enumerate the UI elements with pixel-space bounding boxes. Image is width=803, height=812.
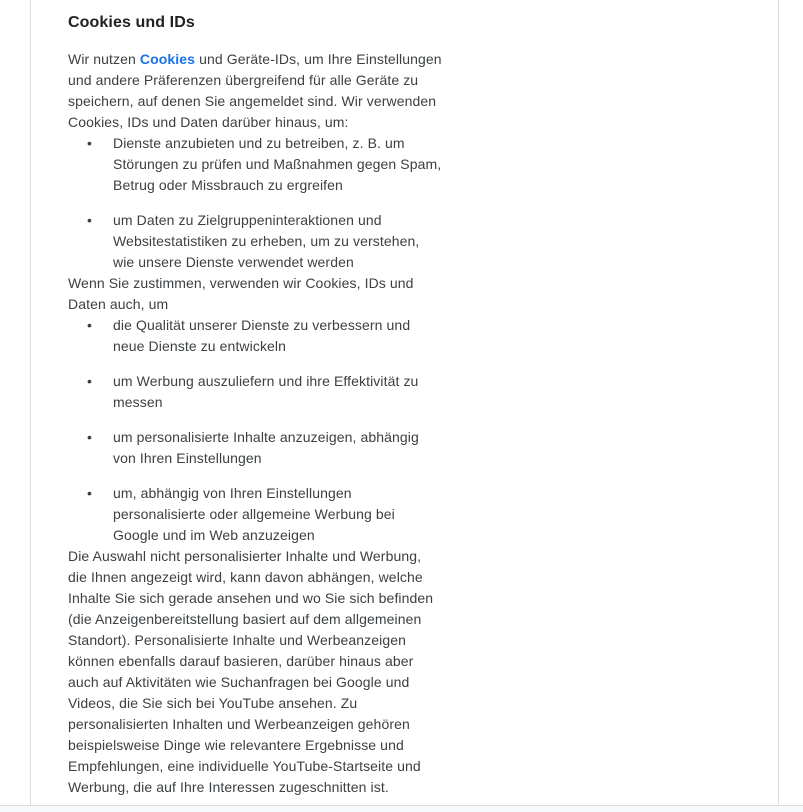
dialog-left-border: [30, 0, 31, 805]
consent-dialog-content: [68, 12, 444, 798]
list-item: • um personalisierte Inhalte anzuzeigen, abhängig von Ihren Einstellungen: [68, 427, 444, 469]
consent-paragraph: Wenn Sie zustimmen, verwenden wir Cookies, IDs und Daten auch, um: [68, 275, 414, 312]
intro-text-before: Wir nutzen: [68, 51, 140, 67]
usage-list-always: [68, 133, 444, 273]
intro-paragraph: [68, 49, 444, 133]
section-title: Cookies und IDs: [68, 14, 195, 31]
list-item: • die Qualität unserer Dienste zu verbessern und neue Dienste zu entwickeln: [68, 315, 444, 357]
dialog-right-border: [778, 0, 779, 805]
list-item: • um Daten zu Zielgruppeninteraktionen und Websitestatistiken zu erheben, um zu verstehen, wie unsere Dienste verwendet werden: [68, 210, 444, 273]
cookies-link[interactable]: Cookies: [139, 51, 196, 67]
closing-paragraph: Die Auswahl nicht personalisierter Inhalte und Werbung, die Ihnen angezeigt wird, kann davon abhängen, welche Inhalte Sie sich gerade ansehen und wo Sie sich befinden (die Anzeigenbereitstellung basiert auf dem allgemeinen Standort). Personalisierte Inhalte und Werbeanzeigen können ebenfalls darauf basieren, darüber hinaus aber auch auf Aktivitäten wie Suchanfragen bei Google und Videos, die Sie sich bei YouTube ansehen. Zu personalisierten Inhalten und Werbeanzeigen gehören beispielsweise Dinge wie relevantere Ergebnisse und Empfehlungen, eine individuelle YouTube-Startseite und Werbung, die auf Ihre Interessen zugeschnitten ist.: [68, 548, 434, 795]
footer-divider-band: [0, 805, 803, 812]
usage-list-consent: [68, 315, 444, 546]
list-item: • Dienste anzubieten und zu betreiben, z. B. um Störungen zu prüfen und Maßnahmen gegen Spam, Betrug oder Missbrauch zu ergreifen: [68, 133, 444, 196]
intro-text-after: und Geräte-IDs, um Ihre Einstellungen und andere Präferenzen übergreifend für alle Geräte zu speichern, auf denen Sie angemeldet sind. Wir verwenden Cookies, IDs und Daten darüber hinaus, um:: [68, 51, 442, 130]
list-item: • um, abhängig von Ihren Einstellungen personalisierte oder allgemeine Werbung bei Google und im Web anzuzeigen: [68, 483, 444, 546]
list-item: • um Werbung auszuliefern und ihre Effektivität zu messen: [68, 371, 444, 413]
